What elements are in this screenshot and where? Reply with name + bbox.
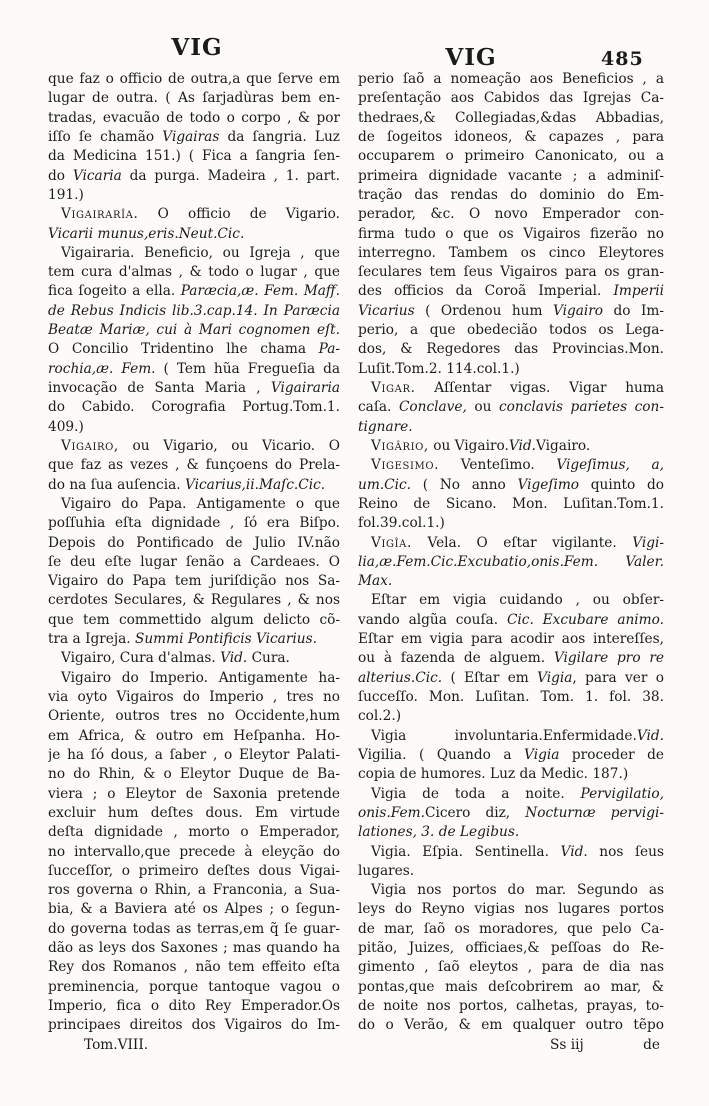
text-segment: Depois do Pontificado de Julio IV.não [48, 534, 340, 551]
text-line [48, 263, 340, 282]
text-segment: lugares. [358, 862, 415, 879]
text-segment: Vigia de toda a noite. [371, 785, 581, 802]
text-segment: Vid. [636, 727, 664, 744]
text-line [48, 109, 340, 128]
text-segment: dos, & Regedores das Provincias.Mon. [358, 341, 664, 358]
running-head-right: VIG [445, 44, 497, 71]
text-segment: thedraes,& Collegiadas,&das Abbadias, [358, 109, 664, 126]
text-segment: perador, &c. O novo Emperador con- [358, 206, 664, 223]
text-line [358, 669, 664, 688]
text-segment: Aſſentar vigas. Vigar huma [415, 380, 664, 396]
text-segment: Pa- [318, 341, 340, 358]
text-segment: leys do Reyno vigias nos lugares portos [358, 901, 664, 918]
text-segment: Vigia nos portos do mar. Segundo as [371, 882, 664, 899]
text-line [48, 978, 340, 997]
text-line [358, 437, 664, 456]
text-segment: Vid. [560, 843, 588, 860]
text-segment: de noite nos portos, calhetas, prayas, to- [358, 998, 664, 1014]
text-segment: O officio de Vigario. [138, 206, 340, 223]
entry-headword: Vigârio, [371, 437, 429, 454]
text-segment: Eſtar em vigia cuidando , ou obſer- [371, 592, 664, 609]
text-segment: Vigilare pro re [553, 650, 664, 667]
text-segment: Rey dos Romanos , não tem effeito eſta [48, 959, 340, 976]
text-line [48, 785, 340, 804]
text-line [358, 418, 664, 437]
text-line [358, 167, 664, 186]
text-segment: Vigairo do Papa. Antigamente o que [61, 495, 340, 512]
text-line [48, 823, 340, 842]
signature-line [358, 1036, 664, 1055]
text-segment: Vigeſimus, a, [556, 457, 664, 474]
text-segment: ou Vigairo. [428, 437, 509, 454]
text-segment: vando algũa couſa. [358, 611, 507, 628]
text-segment: cerdotes Seculares, & Regulares , & nos [48, 592, 340, 609]
text-segment: da ſangria. Luz [219, 128, 340, 145]
text-line [48, 591, 340, 610]
text-line [48, 167, 340, 186]
text-line [48, 398, 340, 417]
text-line [48, 707, 340, 726]
text-segment: via oyto Vigairos do Imperio , tres no [48, 689, 340, 705]
text-segment: que faz as vezes , & funçoens do Prela- [48, 457, 340, 474]
text-segment: Nocturnæ pervigi- [525, 804, 664, 821]
text-segment: je ha ſó dous, a ſaber , o Eleytor Palati- [48, 746, 340, 763]
text-segment: Vid. [508, 437, 536, 454]
text-segment: ( Eſtar em [442, 669, 538, 686]
text-segment: ou [466, 399, 499, 416]
text-segment: pontas,que mais deſcobrirem ao mar, & [358, 978, 664, 995]
text-line [48, 225, 340, 244]
text-segment: do [48, 167, 73, 184]
text-line [358, 379, 664, 398]
right-column [358, 70, 664, 1055]
text-segment: Vigeſimo [517, 476, 580, 493]
text-line [48, 244, 340, 263]
entry-headword: Vigairarîa. [61, 206, 139, 223]
text-segment: col.2.) [358, 708, 402, 725]
text-line [358, 804, 664, 823]
text-segment: iſſo ſe chamão [48, 128, 163, 145]
text-line [48, 939, 340, 958]
text-segment: Vigairaria. Beneficio, ou Igreja , que [61, 244, 340, 261]
text-segment: Vicarii munus,eris.Neut.Cic. [48, 225, 245, 242]
text-segment: Vigairo [552, 302, 604, 319]
text-line [358, 186, 664, 205]
text-segment: tradas, evacuão de todo o corpo , & por [48, 109, 340, 126]
text-segment: firma tudo o que os Vigairos fizerão no [358, 225, 664, 242]
text-line [48, 495, 340, 514]
text-segment: conclavis parietes con- [498, 399, 664, 416]
text-segment: ou Vigario, ou Vicario. O [118, 437, 340, 454]
text-segment: Vicarius [358, 302, 415, 319]
text-segment: Paræcia,æ. Fem. Maff. [180, 283, 340, 300]
text-segment: dão as leys dos Saxones ; mas quando ha [48, 940, 340, 957]
text-segment: caſa. [358, 399, 399, 416]
text-segment: ſucceſſo. Mon. Luſitan. Tom. 1. fol. 38. [358, 689, 664, 705]
text-segment: Vigia involuntaria.Enfermidade. [371, 727, 637, 744]
text-segment: da Medicina 151.) ( Fica a ſangria ſen- [48, 148, 340, 165]
text-line [48, 553, 340, 572]
text-segment: Eſtar em vigia para acodir aos intereſſes, [358, 631, 664, 648]
text-line [48, 534, 340, 553]
text-segment: no do Rhin, & o Eleytor Duque de Ba- [48, 766, 340, 783]
text-segment: do Im- [603, 302, 664, 319]
text-line [358, 920, 664, 939]
text-line [48, 997, 340, 1016]
text-line [48, 340, 340, 359]
text-segment: pitão, Juizes, officiaes,& peſſoas do Re- [358, 940, 664, 957]
text-line [358, 340, 664, 359]
text-segment: onis.Fem. [358, 804, 425, 821]
text-segment: Summi Pontificis Vicarius. [134, 631, 317, 648]
text-segment: Vigi- [632, 534, 664, 551]
text-line [358, 282, 664, 301]
running-head-left: VIG [171, 34, 223, 61]
text-line [358, 1016, 664, 1035]
text-segment: Reino de Sicano. Mon. Luſitan.Tom.1. [358, 495, 664, 512]
catchword: de [643, 1036, 660, 1053]
text-segment: lugar de outra. ( As ſarjadùras bem en- [48, 90, 340, 107]
text-line [358, 862, 664, 881]
quire-signature: Ss iij [550, 1036, 584, 1053]
text-segment: que faz o officio de outra,a que ſerve em [48, 71, 340, 87]
text-segment: ſucceſſor, o primeiro deſtes dous Vigai- [48, 862, 340, 879]
text-segment: Beatæ Mariæ, cui à Mari cognomen eſt. [48, 322, 340, 339]
text-line [358, 900, 664, 919]
text-line [358, 456, 664, 475]
text-line [48, 746, 340, 765]
text-segment: rochia,æ. Fem. [48, 360, 156, 377]
text-segment: ou à fazenda de alguem. [358, 650, 554, 667]
text-segment: do o Verão, & em qualquer outro tẽpo [358, 1017, 664, 1034]
text-line [358, 244, 664, 263]
text-line [48, 282, 340, 301]
text-line [48, 70, 340, 89]
text-line [358, 630, 664, 649]
text-line [358, 823, 664, 842]
text-segment: quinto do [579, 476, 664, 493]
text-segment: 191.) [48, 186, 84, 203]
text-segment: ſeculares tem ſeus Vigairos para os gran- [358, 264, 664, 281]
text-line [48, 862, 340, 881]
text-line [358, 553, 664, 572]
left-column [48, 70, 340, 1055]
text-segment: perio ſaõ a nomeação aos Beneficios , a [358, 71, 664, 87]
text-line [358, 263, 664, 282]
text-line [358, 572, 664, 591]
text-line [48, 843, 340, 862]
text-segment: tem cura d'almas , & todo o lugar , que [48, 264, 340, 281]
text-segment: Cicero diz, [425, 804, 526, 821]
text-segment: ſe deu eſte lugar ſenão a Cardeaes. O [48, 553, 340, 570]
text-segment: da purga. Madeira , 1. part. [121, 167, 340, 184]
text-line [48, 804, 340, 823]
text-segment: de mar, ſaõ os moradores, que pelo Ca- [358, 920, 664, 937]
text-segment: que tem commettido algum delicto cõ- [48, 611, 340, 628]
text-segment: Vigairaria [270, 380, 340, 396]
entry-headword: Vigar. [371, 380, 416, 396]
text-line [358, 360, 664, 379]
text-line [358, 147, 664, 166]
text-line [48, 958, 340, 977]
text-segment: ( Ordenou hum [414, 302, 553, 319]
text-segment: de Rebus Indicis lib.3.cap.14. In Paræcia [48, 302, 340, 319]
text-segment: em Africa, & outro em Heſpanha. Ho- [48, 727, 340, 744]
text-line [48, 89, 340, 108]
text-segment: fol.39.col.1.) [358, 515, 445, 532]
text-line [358, 225, 664, 244]
text-segment: Conclave, [398, 399, 467, 416]
text-segment: Cic. Excubare animo. [506, 611, 664, 628]
text-line [358, 495, 664, 514]
text-segment: Max. [358, 573, 393, 590]
text-segment: Oriente, outros tres no Occidente,hum [48, 708, 340, 725]
text-line [358, 205, 664, 224]
text-segment: invocação de Santa Maria , [48, 380, 271, 396]
text-line [48, 688, 340, 707]
text-line [358, 611, 664, 630]
text-line [48, 649, 340, 668]
entry-headword: Vigîa. [371, 534, 412, 551]
text-segment: excluir hum deſtes dous. Em virtude [48, 804, 340, 821]
text-line [358, 649, 664, 668]
text-line [48, 360, 340, 379]
text-segment: Vigairo, Cura d'almas. [61, 650, 221, 667]
text-line [48, 669, 340, 688]
text-line [358, 939, 664, 958]
text-segment: Pervigilatio, [580, 785, 664, 802]
text-segment: , para ver o [572, 669, 664, 686]
text-line [358, 958, 664, 977]
text-line [48, 572, 340, 591]
text-line [358, 785, 664, 804]
text-line [48, 418, 340, 437]
text-line [48, 186, 340, 205]
text-line [48, 476, 340, 495]
text-segment: Imperio, fica o dito Rey Emperador.Os [48, 998, 340, 1014]
text-line [48, 128, 340, 147]
text-line [358, 727, 664, 746]
text-segment: tra a Igreja. [48, 631, 135, 648]
text-segment: tração das rendas do dominio do Em- [358, 186, 664, 203]
text-segment: do Cabido. Corografia Portug.Tom.1. [48, 399, 340, 416]
text-segment: no intervallo,que precede à eleyção do [48, 843, 340, 860]
text-line [358, 591, 664, 610]
text-segment: de ſogeitos idoneos, & capazes , para [358, 128, 664, 145]
text-segment: bia, & a Baviera até os Alpes ; o ſegun- [48, 901, 340, 918]
text-segment: Vid. [220, 650, 248, 667]
text-segment: Imperii [613, 283, 664, 300]
text-line [358, 746, 664, 765]
text-line [358, 997, 664, 1016]
text-segment: alterius.Cic. [358, 669, 443, 686]
text-segment: poſſuhia eſta dignidade , ſó era Biſpo. [48, 515, 340, 532]
text-segment: Vela. O eſtar vigilante. [411, 534, 633, 551]
text-line [358, 302, 664, 321]
text-segment: Vigairo. [536, 437, 591, 454]
text-line [358, 843, 664, 862]
text-line [358, 978, 664, 997]
text-line [358, 109, 664, 128]
text-line [48, 630, 340, 649]
text-line [48, 147, 340, 166]
text-segment: copia de humores. Luz da Medic. 187.) [358, 766, 629, 783]
text-segment: deſta dignidade , morto o Emperador, [48, 824, 340, 841]
text-line [358, 321, 664, 340]
entry-headword: Vigairo, [61, 437, 119, 454]
text-segment: Vigairas [162, 128, 220, 145]
text-segment: Luſit.Tom.2. 114.col.1.) [358, 360, 520, 377]
text-line [358, 881, 664, 900]
text-line [48, 379, 340, 398]
text-segment: des officios da Coroã Imperial. [358, 283, 614, 300]
text-segment: interregno. Tambem os cinco Eleytores [358, 244, 664, 261]
text-segment: Vigia [524, 746, 560, 763]
text-segment: nos ſeus [587, 843, 664, 860]
text-line [48, 302, 340, 321]
text-segment: lia,æ.Fem.Cic.Excubatio,onis.Fem. Valer. [358, 553, 664, 570]
text-segment: Vigairo do Papa tem juriſdição nos Sa- [48, 573, 340, 590]
text-line [48, 881, 340, 900]
text-segment: O Concilio Tridentino lhe chama [48, 341, 319, 358]
text-segment: proceder de [559, 746, 664, 763]
text-segment: ( Tem hũa Fregueſia da [155, 360, 340, 377]
text-line [358, 688, 664, 707]
entry-headword: Vigesimo. [371, 457, 440, 474]
text-segment: Vicarius,ii.Maſc.Cic. [184, 476, 326, 493]
text-segment: ( No anno [411, 476, 518, 493]
text-segment: Cura. [247, 650, 290, 667]
text-line [358, 89, 664, 108]
text-line [48, 437, 340, 456]
text-line [48, 514, 340, 533]
text-line [358, 70, 664, 89]
text-line [48, 765, 340, 784]
text-segment: gimento , ſaõ eleytos , para de dia nas [358, 959, 664, 976]
text-segment: um.Cic. [358, 476, 412, 493]
text-segment: occuparem o primeiro Canonicato, ou a [358, 148, 664, 165]
text-line [48, 900, 340, 919]
text-line [358, 534, 664, 553]
text-line [48, 920, 340, 939]
signature-line [48, 1036, 340, 1055]
text-segment: ros governa o Rhin, a Franconia, a Sua- [48, 882, 340, 899]
text-line [48, 321, 340, 340]
text-segment: preminencia, porque tantoque vagou o [48, 978, 340, 995]
text-segment: Venteſimo. [439, 457, 557, 474]
text-segment: viera ; o Eleytor de Saxonia pretende [48, 785, 340, 802]
text-segment: fica ſogeito a ella. [48, 283, 181, 300]
text-segment: perio, a que obedecião todos os Lega- [358, 322, 664, 339]
text-segment: Vigia. Eſpia. Sentinella. [371, 843, 561, 860]
text-segment: lationes, 3. de Legibus. [358, 824, 520, 841]
page-number: 485 [601, 48, 644, 70]
text-line [48, 1016, 340, 1035]
text-segment: principaes direitos dos Vigairos do Im- [48, 1017, 340, 1034]
text-line [358, 707, 664, 726]
text-segment: tignare. [358, 418, 413, 435]
text-line [48, 611, 340, 630]
text-line [48, 205, 340, 224]
text-segment: primeira dignidade vacante ; a adminiſ- [358, 167, 664, 184]
text-line [48, 456, 340, 475]
text-line [358, 398, 664, 417]
text-segment: Vigilia. ( Quando a [358, 746, 525, 763]
text-line [48, 727, 340, 746]
text-segment: do governa todas as terras,em q̃ ſe guar- [48, 920, 340, 937]
text-segment: Vigairo do Imperio. Antigamente ha- [61, 669, 340, 686]
text-segment: do na ſua auſencia. [48, 476, 185, 493]
text-segment: Tom.VIII. [84, 1036, 149, 1053]
text-line [358, 765, 664, 784]
text-segment: 409.) [48, 418, 84, 435]
text-line [358, 476, 664, 495]
text-line [358, 514, 664, 533]
text-segment: Vigia [537, 669, 573, 686]
text-segment: preſentação aos Cabidos das Igrejas Ca- [358, 90, 664, 107]
text-segment: Vicaria [72, 167, 122, 184]
text-line [358, 128, 664, 147]
